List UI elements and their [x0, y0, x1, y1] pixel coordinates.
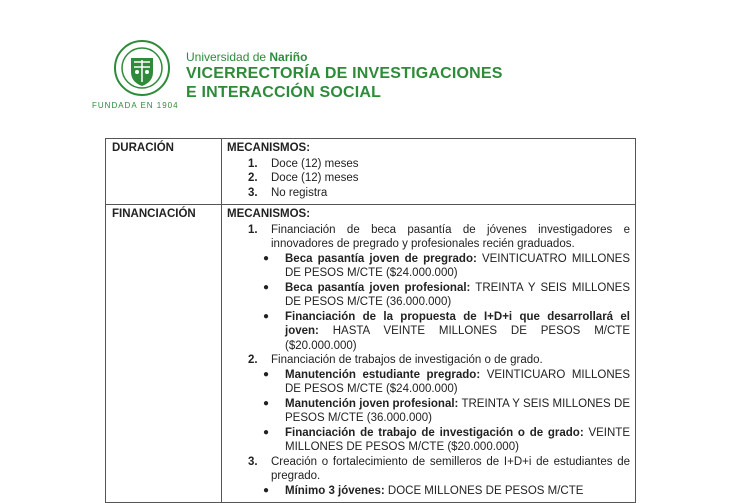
bullet-item: ● Mínimo 3 jóvenes: DOCE MILLONES DE PESOS M/CTE: [263, 484, 584, 497]
row-label-duracion: DURACIÓN: [106, 139, 222, 205]
table-row-duracion: [106, 139, 636, 205]
founded-year: FUNDADA EN 1904: [92, 101, 179, 110]
table-row-financiacion: [106, 205, 636, 503]
bullet-item: ● Manutención joven profesional: TREINTA Y SEIS MILLONES DE PESOS M/CTE (36.000.000): [263, 397, 630, 424]
row-label-financiacion: FINANCIACIÓN: [106, 205, 222, 503]
university-seal-icon: [114, 40, 170, 96]
bullet-item: ● Financiación de la propuesta de I+D+i que desarrollará el joven: HASTA VEINTE MILLONES DE PESOS M/CTE ($20.000.000): [263, 310, 630, 352]
office-title-line1: VICERRECTORÍA DE INVESTIGACIONES: [186, 65, 503, 82]
bullet-item: ● Manutención estudiante pregrado: VEINTICUARO MILLONES DE PESOS M/CTE ($24.000.000): [263, 368, 630, 395]
list-item: 1. Doce (12) meses: [248, 157, 359, 170]
duracion-heading: MECANISMOS:: [227, 142, 311, 154]
bullet-item: ● Financiación de trabajo de investigación o de grado: VEINTE MILLONES DE PESOS M/CTE ($20.000.000): [263, 426, 630, 453]
office-title-line2: E INTERACCIÓN SOCIAL: [186, 84, 382, 101]
document-header: [92, 40, 512, 112]
list-item: 3. No registra: [248, 186, 328, 199]
list-item: 1. Financiación de beca pasantía de jóvenes investigadores e innovadores de pregrado y profesionales recién graduados.: [248, 223, 630, 250]
list-item: 2. Doce (12) meses: [248, 172, 359, 184]
bullet-item: ● Beca pasantía joven profesional: TREINTA Y SEIS MILLONES DE PESOS M/CTE (36.000.000): [263, 281, 630, 308]
list-item: 3. Creación o fortalecimiento de semilleros de I+D+i de estudiantes de pregrado.: [248, 455, 630, 482]
mechanisms-table: [105, 138, 636, 503]
duracion-content: [222, 139, 636, 205]
financiacion-heading: MECANISMOS:: [227, 208, 311, 220]
bullet-item: ● Beca pasantía joven de pregrado: VEINTICUATRO MILLONES DE PESOS M/CTE ($24.000.000): [263, 252, 630, 279]
organization-name: [186, 50, 503, 102]
list-item: 2. Financiación de trabajos de investigación o de grado.: [248, 354, 543, 366]
university-name: Universidad de Nariño: [186, 50, 308, 64]
financiacion-content: [222, 205, 636, 503]
